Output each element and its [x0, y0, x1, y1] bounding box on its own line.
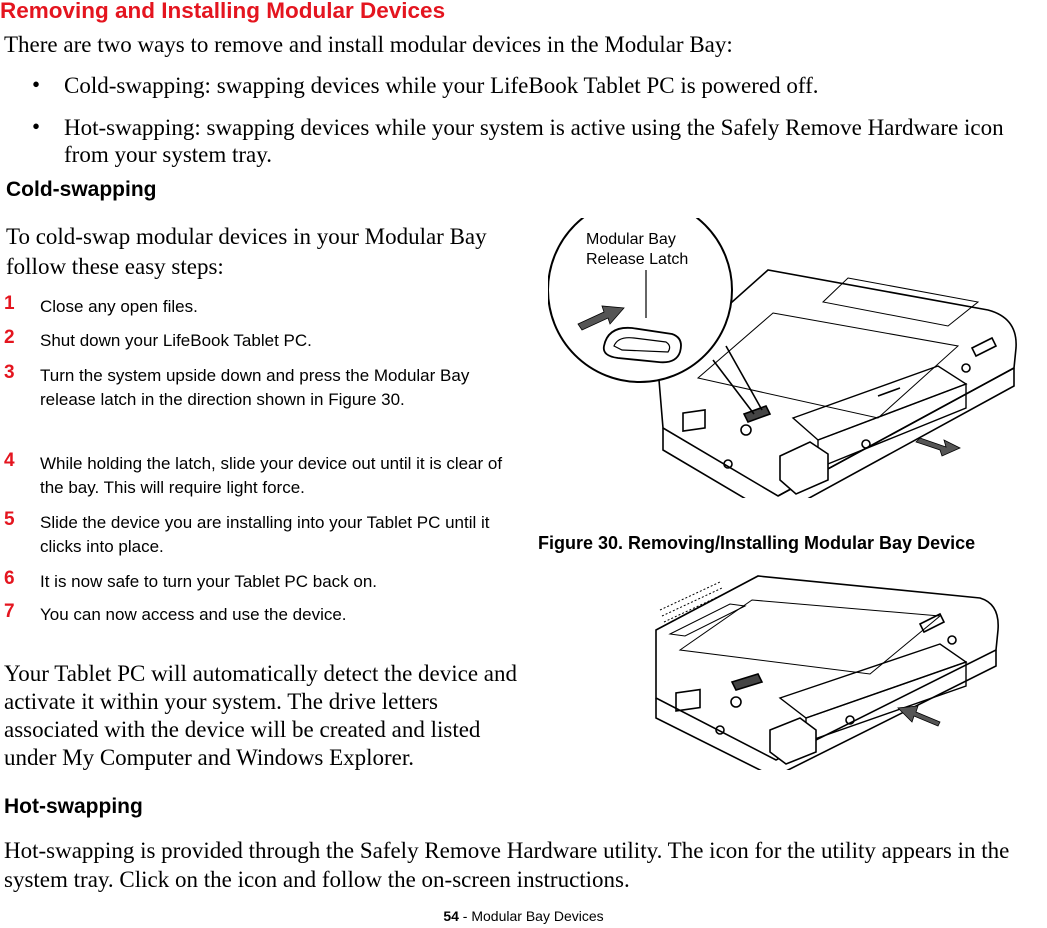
- page-title: Removing and Installing Modular Devices: [0, 0, 446, 23]
- step-number: 7: [4, 601, 15, 622]
- step-text: While holding the latch, slide your device out until it is clear of the bay. This will require light force.: [40, 454, 503, 497]
- step-number: 5: [4, 509, 15, 530]
- section-heading-cold: Cold-swapping: [6, 178, 157, 201]
- page-footer: [0, 908, 1047, 924]
- bullet-text: Cold-swapping: swapping devices while your LifeBook Tablet PC is powered off.: [64, 73, 819, 98]
- step-number: 4: [4, 450, 15, 471]
- bullet-icon: •: [32, 72, 41, 97]
- step-text: Close any open files.: [40, 297, 198, 316]
- hot-paragraph: Hot-swapping is provided through the Safely Remove Hardware utility. The icon for the utility appears in the system tray. Click on the icon and follow the on-screen instructions.: [4, 838, 1010, 892]
- step-number: 1: [4, 293, 15, 314]
- step-text: You can now access and use the device.: [40, 605, 347, 624]
- step-text: Slide the device you are installing into your Tablet PC until it clicks into place.: [40, 513, 490, 556]
- latch-label-line1: Modular Bay: [586, 231, 676, 248]
- detect-paragraph: Your Tablet PC will automatically detect the device and activate it within your system. The drive letters associated with the device will be created and listed under My Computer and Windows Explorer.: [4, 661, 518, 770]
- step-text: It is now safe to turn your Tablet PC back on.: [40, 572, 378, 591]
- step-number: 3: [4, 362, 15, 383]
- arrow-icon: [898, 706, 940, 726]
- section-heading-hot: Hot-swapping: [4, 795, 143, 818]
- latch-label-line2: Release Latch: [586, 251, 689, 268]
- footer-section: - Modular Bay Devices: [458, 908, 604, 924]
- page-number: 54: [443, 908, 459, 924]
- laptop-insert-device-illustration: [640, 570, 1040, 770]
- figure-caption: Figure 30. Removing/Installing Modular Bay Device: [538, 533, 976, 553]
- step-text: Turn the system upside down and press the Modular Bay release latch in the direction shown in Figure 30.: [40, 366, 470, 409]
- cold-intro-paragraph: To cold-swap modular devices in your Modular Bay follow these easy steps:: [6, 224, 487, 279]
- bullet-text: Hot-swapping: swapping devices while your system is active using the Safely Remove Hardware icon from your system tray.: [64, 115, 1004, 167]
- step-number: 6: [4, 568, 15, 589]
- intro-paragraph: There are two ways to remove and install modular devices in the Modular Bay:: [4, 32, 733, 57]
- step-text: Shut down your LifeBook Tablet PC.: [40, 331, 312, 350]
- laptop-release-latch-illustration: [548, 218, 1028, 498]
- step-number: 2: [4, 327, 15, 348]
- bullet-icon: •: [32, 114, 41, 139]
